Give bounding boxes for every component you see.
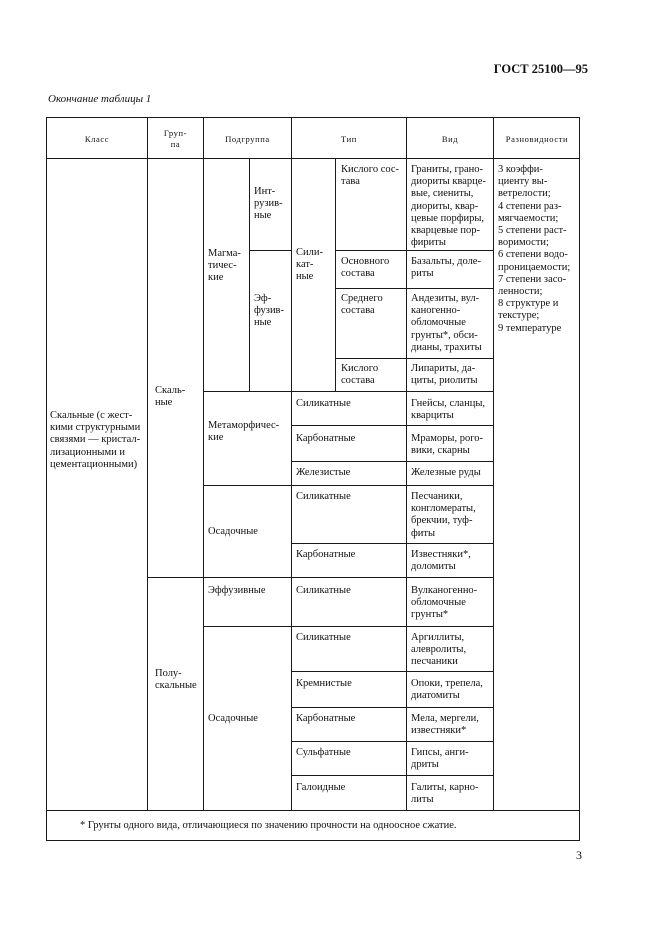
varieties-list: 3 коэффи- циенту вы- ветрелости; 4 степени раз- мягчаемости; 5 степени раст- воримости; 6 степени водо- проницаемости; 7 степени засо- ленности; 8 структуре и текстуре; 9 температуре bbox=[498, 164, 571, 334]
kind-granites: Граниты, грано- диориты кварце- вые, сиениты, диориты, квар- цевые порфиры, кварцевые пор- фириты bbox=[411, 164, 486, 249]
kind-basalts: Базальты, доле- риты bbox=[411, 256, 481, 280]
type-semi-haloid: Галоидные bbox=[296, 782, 346, 793]
kind-gypsums: Гипсы, анги- дриты bbox=[411, 747, 469, 771]
kind-liparites: Липариты, да- циты, риолиты bbox=[411, 363, 478, 387]
subgroup-intrusive: Инт- рузив- ные bbox=[254, 186, 283, 222]
kind-opokas: Опоки, трепела, диатомиты bbox=[411, 678, 483, 702]
kind-argillites: Аргиллиты, алевролиты, песчаники bbox=[411, 632, 467, 668]
subgroup-sedimentary-rocky: Осадочные bbox=[208, 526, 258, 537]
kind-chalks: Мела, мергели, известняки* bbox=[411, 713, 479, 737]
type-sedimentary-silicate: Силикатные bbox=[296, 491, 351, 502]
composition-acid-1: Кислого сос- тава bbox=[341, 164, 400, 188]
kind-iron-ores: Железные руды bbox=[411, 467, 481, 478]
table-footnote: * Грунты одного вида, отличающиеся по значению прочности на одноосное сжатие. bbox=[80, 820, 457, 831]
composition-basic: Основного состава bbox=[341, 256, 390, 280]
subgroup-effusive-semi: Эффузивные bbox=[208, 585, 266, 596]
type-sedimentary-carbonate: Карбонатные bbox=[296, 549, 356, 560]
kind-halites: Галиты, карно- литы bbox=[411, 782, 479, 806]
composition-acid-2: Кислого состава bbox=[341, 363, 379, 387]
type-effusive-silicate: Силикатные bbox=[296, 585, 351, 596]
header-subgroup: Подгруппа bbox=[225, 134, 270, 144]
kind-andesites: Андезиты, вул- каногенно- обломочные грунты*, обси- дианы, трахиты bbox=[411, 293, 482, 353]
kind-volcanogenic: Вулканогенно- обломочные грунты* bbox=[411, 585, 478, 621]
type-metamorphic-carbonate: Карбонатные bbox=[296, 433, 356, 444]
type-semi-sulfate: Сульфатные bbox=[296, 747, 351, 758]
header-kind: Вид bbox=[441, 134, 459, 144]
page-number: 3 bbox=[576, 848, 582, 862]
type-magmatic-silicate: Сили- кат- ные bbox=[296, 247, 323, 283]
subgroup-metamorphic: Метаморфичес- кие bbox=[208, 420, 280, 444]
type-semi-silicate: Силикатные bbox=[296, 632, 351, 643]
subgroup-effusive: Эф- фузив- ные bbox=[254, 293, 285, 329]
subgroup-magmatic: Магма- тичес- кие bbox=[208, 248, 241, 284]
kind-limestones: Известняки*, доломиты bbox=[411, 549, 471, 573]
kind-gneisses: Гнейсы, сланцы, кварциты bbox=[411, 398, 486, 422]
header-group: Груп- па bbox=[163, 128, 188, 149]
subgroup-sedimentary-semi: Осадочные bbox=[208, 713, 258, 724]
header-variety: Разновидности bbox=[505, 134, 569, 144]
header-type: Тип bbox=[341, 134, 357, 144]
group-rocky: Скаль- ные bbox=[155, 385, 186, 409]
standard-number: ГОСТ 25100—95 bbox=[493, 62, 588, 76]
group-semi-rocky: Полу- скальные bbox=[155, 668, 197, 692]
type-metamorphic-silicate: Силикатные bbox=[296, 398, 351, 409]
type-semi-carbonate: Карбонатные bbox=[296, 713, 356, 724]
header-class: Класс bbox=[84, 134, 110, 144]
kind-marbles: Мраморы, рого- вики, скарны bbox=[411, 433, 483, 457]
table-caption: Окончание таблицы 1 bbox=[48, 93, 152, 105]
kind-sandstones: Песчаники, конгломераты, брекчии, туф- фиты bbox=[411, 491, 476, 539]
composition-intermediate: Среднего состава bbox=[341, 293, 383, 317]
type-metamorphic-ferrous: Железистые bbox=[296, 467, 351, 478]
type-semi-siliceous: Кремнистые bbox=[296, 678, 352, 689]
class-rocky: Скальные (с жест- кими структурными связями — кристал- лизационными и цементационными) bbox=[50, 410, 141, 470]
